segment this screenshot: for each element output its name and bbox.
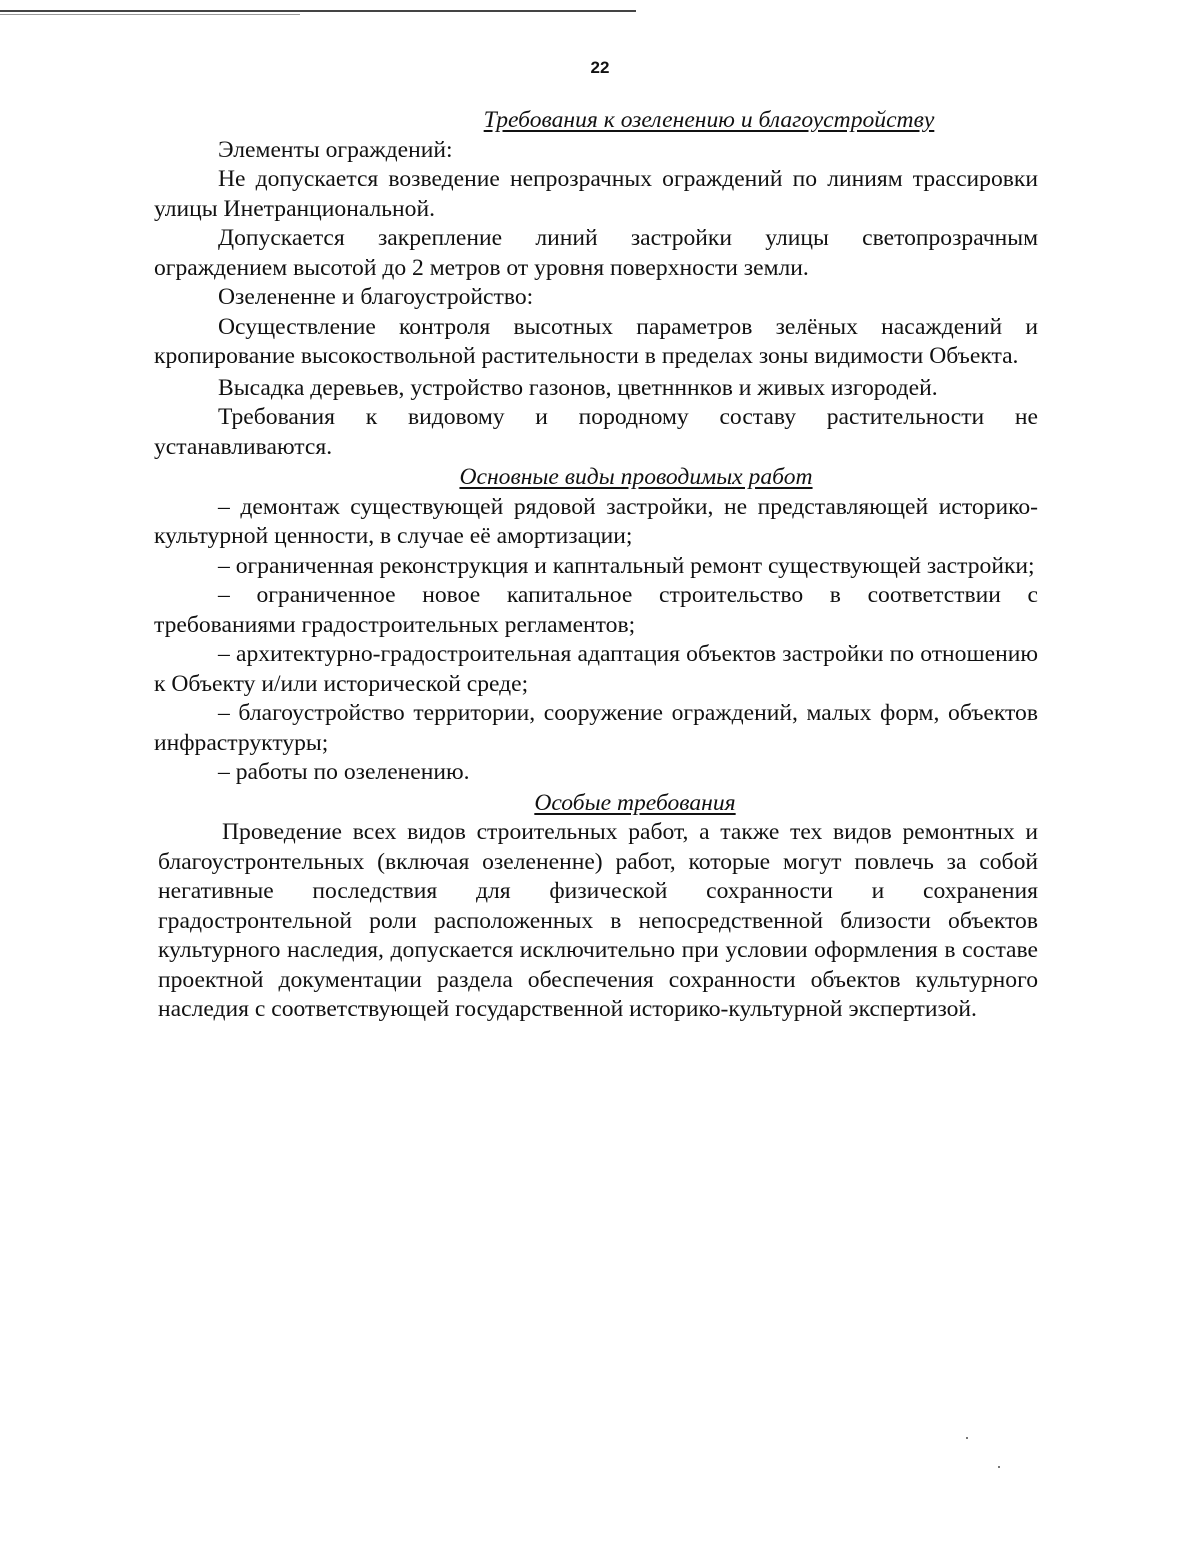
- works-item: – ограниченная реконструкция и капнтальный ремонт существующей застройки;: [218, 552, 1035, 579]
- document-body: [154, 106, 1038, 1025]
- section-heading-works: Основные виды проводимых работ: [459, 464, 813, 490]
- scan-speck: [998, 1466, 1000, 1468]
- scan-edge-line: [0, 10, 636, 12]
- fences-paragraph-1: Не допускается возведение непрозрачных ограждений по линиям трассировки улицы Инетранциональной.: [154, 166, 1038, 222]
- works-item: – работы по озеленению.: [218, 759, 470, 785]
- greening-paragraph-2: Высадка деревьев, устройство газонов, цветнннков и живых изгородей.: [218, 374, 938, 401]
- section-heading-landscaping: Требования к озеленению и благоустройству: [483, 107, 935, 133]
- scan-speck: [966, 1437, 968, 1439]
- works-item: – ограниченное новое капитальное строительство в соответствии с требованиями градостроительных регламентов;: [154, 582, 1038, 638]
- scan-edge-shadow: [0, 14, 300, 15]
- greening-label: Озелененне и благоустройство:: [218, 284, 534, 310]
- special-requirements-paragraph: Проведение всех видов строительных работ, а также тех видов ремонтных и благоустронтельных (включая озелененне) работ, которые могут повлечь за собой негативные последствия для физической сохранности и сохранения градостронтельной роли расположенных в непосредственной близости объектов культурного наследия, допускается исключительно при условии оформления в составе проектной документации раздела обеспечения сохранности объектов культурного наследия с соответствующей государственной историко-культурной экспертизой.: [158, 819, 1038, 1022]
- greening-paragraph-1: Осуществление контроля высотных параметров зелёных насаждений и кропирование высокоствольной растительности в пределах зоны видимости Объекта.: [154, 313, 1038, 369]
- greening-paragraph-3: Требования к видовому и породному составу растительности не устанавливаются.: [154, 404, 1038, 460]
- works-item: – благоустройство территории, сооружение ограждений, малых форм, объектов инфраструктуры;: [154, 700, 1038, 756]
- fences-label: Элементы ограждений:: [218, 136, 453, 163]
- page-number: 22: [590, 58, 610, 77]
- section-heading-special: Особые требования: [534, 789, 736, 816]
- works-item: – демонтаж существующей рядовой застройки, не представляющей историко-культурной ценности, в случае её амортизации;: [154, 493, 1038, 549]
- works-item: – архитектурно-градостроительная адаптация объектов застройки по отношению к Объекту и/или исторической среде;: [154, 641, 1038, 697]
- fences-paragraph-2: Допускается закрепление линий застройки улицы светопрозрачным ограждением высотой до 2 метров от уровня поверхности земли.: [154, 225, 1038, 281]
